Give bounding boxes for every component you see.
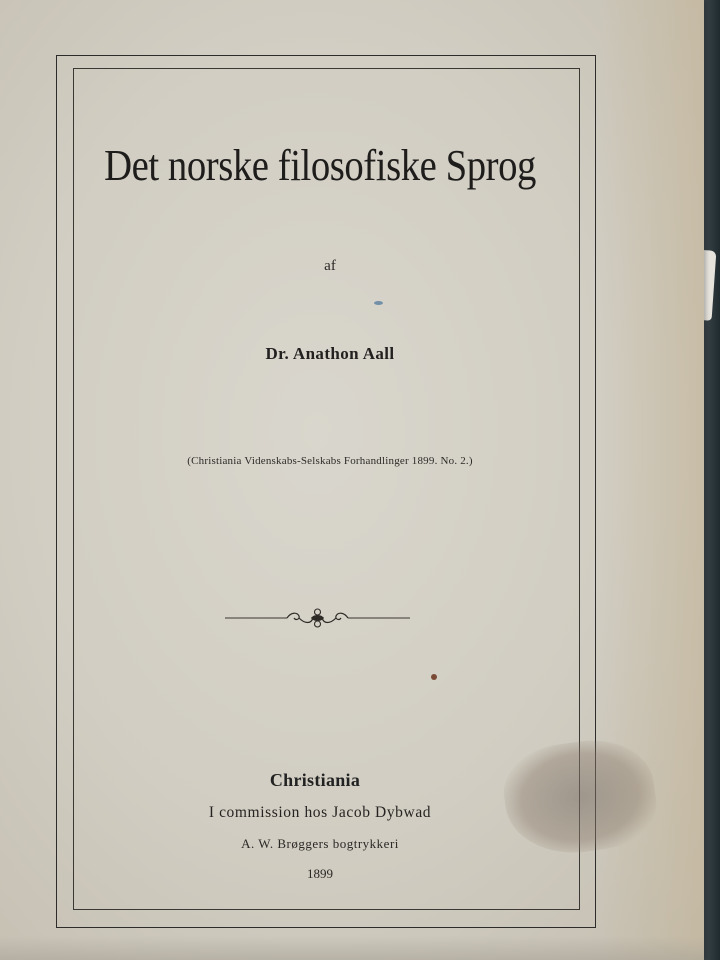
author-name: Dr. Anathon Aall — [265, 344, 395, 363]
ornament-icon — [225, 603, 410, 633]
ink-fleck — [374, 301, 383, 305]
printer-line: A. W. Brøggers bogtrykkeri — [241, 836, 399, 851]
by-line: af — [324, 258, 336, 274]
book-title: Det norske filosofiske Sprog — [104, 141, 536, 190]
foxing-spot — [431, 674, 437, 680]
paper-bottom-edge — [0, 936, 704, 960]
publication-year: 1899 — [307, 866, 333, 881]
background-surface — [702, 0, 720, 960]
series-note: (Christiania Videnskabs-Selskabs Forhandlinger 1899. No. 2.) — [187, 455, 473, 467]
publication-place: Christiania — [269, 770, 361, 790]
publisher-line: I commission hos Jacob Dybwad — [208, 804, 432, 821]
